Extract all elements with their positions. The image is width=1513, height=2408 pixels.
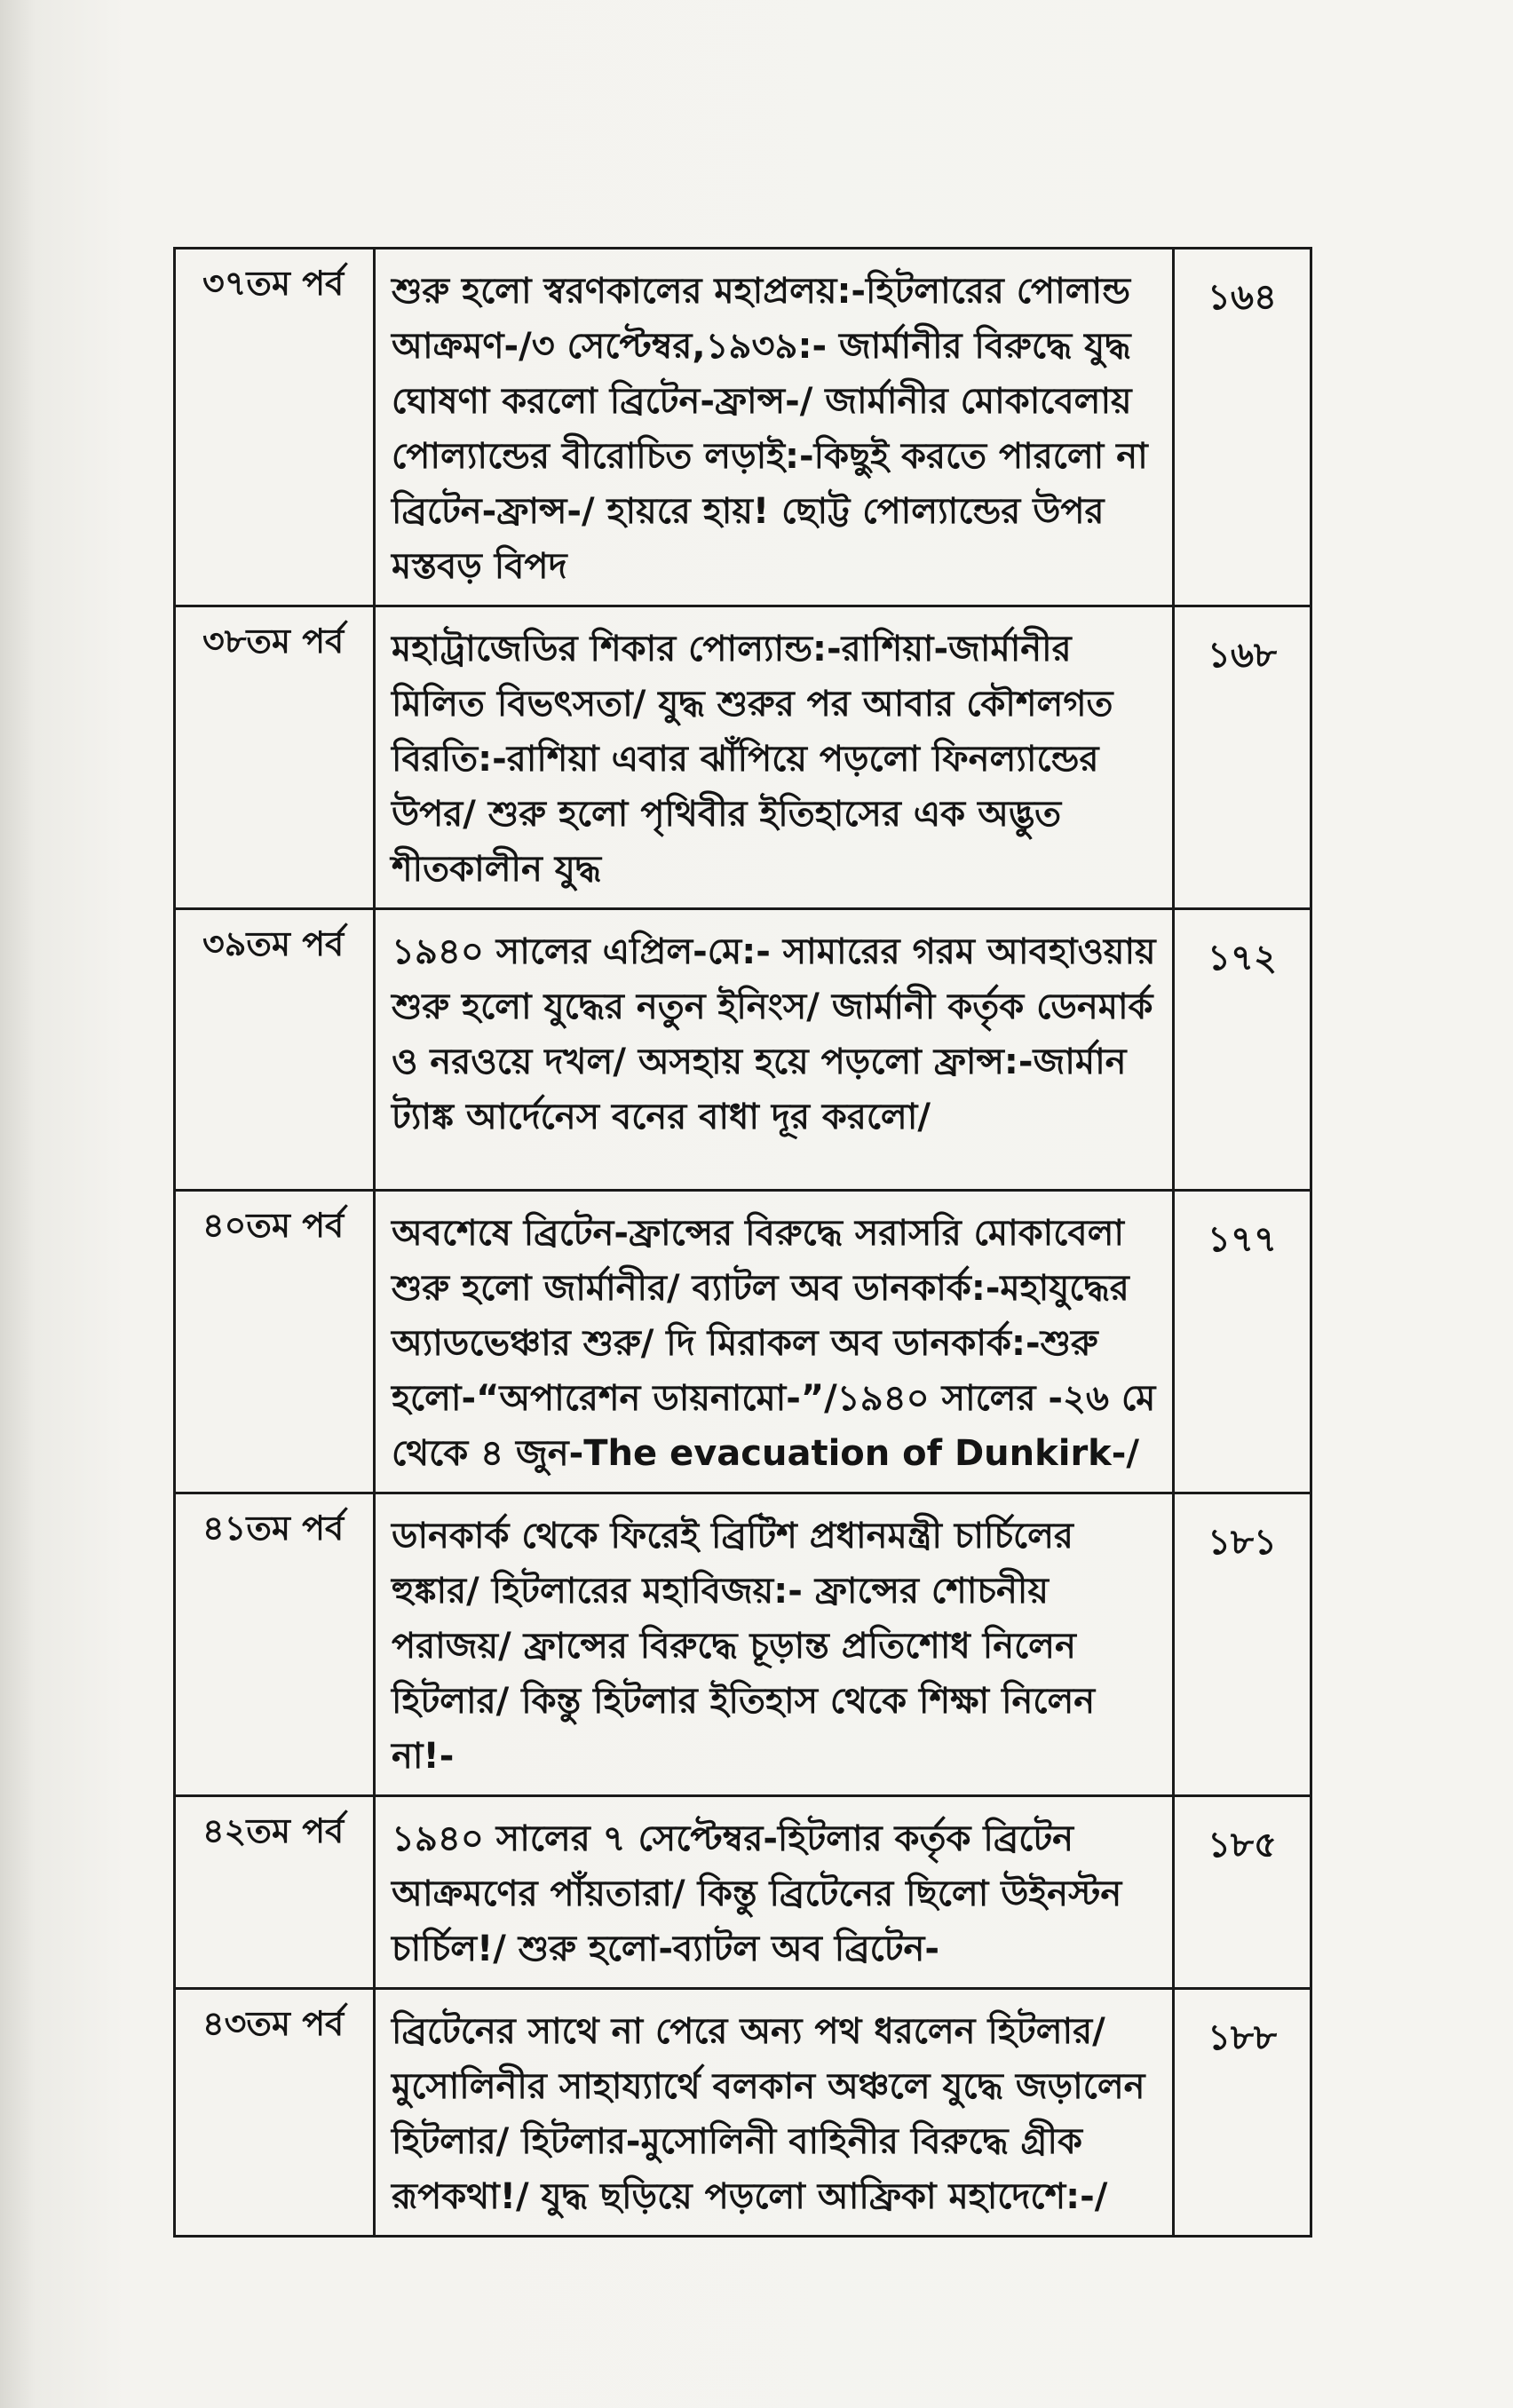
table-row <box>175 249 1311 606</box>
episode-description: শুরু হলো স্বরণকালের মহাপ্রলয়:-হিটলারের পোলান্ড আক্রমণ-/৩ সেপ্টেম্বর,১৯৩৯:- জার্মানীর বিরুদ্ধে যুদ্ধ ঘোষণা করলো ব্রিটেন-ফ্রান্স-/ জার্মানীর মোকাবেলায় পোল্যান্ডের বীরোচিত লড়াই:-কিছুই করতে পারলো না ব্রিটেন-ফ্রান্স-/ হায়রে হায়! ছোট্ট পোল্যান্ডের উপর মস্তবড় বিপদ <box>375 249 1174 606</box>
table-of-contents <box>173 247 1312 2238</box>
episode-label: ৪১তম পর্ব <box>175 1493 375 1796</box>
table-row <box>175 1796 1311 1989</box>
episode-description: ১৯৪০ সালের ৭ সেপ্টেম্বর-হিটলার কর্তৃক ব্রিটেন আক্রমণের পাঁয়তারা/ কিন্তু ব্রিটেনের ছিলো উইনস্টন চার্চিল!/ শুরু হলো-ব্যাটল অব ব্রিটেন- <box>375 1796 1174 1989</box>
page-number: ১৬৪ <box>1174 249 1311 606</box>
episode-description: ব্রিটেনের সাথে না পেরে অন্য পথ ধরলেন হিটলার/ মুসোলিনীর সাহায্যার্থে বলকান অঞ্চলে যুদ্ধে জড়ালেন হিটলার/ হিটলার-মুসোলিনী বাহিনীর বিরুদ্ধে গ্রীক রূপকথা!/ যুদ্ধ ছড়িয়ে পড়লো আফ্রিকা মহাদেশে:-/ <box>375 1989 1174 2237</box>
page-number: ১৮৮ <box>1174 1989 1311 2237</box>
page-number: ১৭২ <box>1174 909 1311 1191</box>
table-row <box>175 909 1311 1191</box>
episode-description: মহাট্রাজেডির শিকার পোল্যান্ড:-রাশিয়া-জার্মানীর মিলিত বিভৎসতা/ যুদ্ধ শুরুর পর আবার কৌশলগত বিরতি:-রাশিয়া এবার ঝাঁপিয়ে পড়লো ফিনল্যান্ডের উপর/ শুরু হলো পৃথিবীর ইতিহাসের এক অদ্ভুত শীতকালীন যুদ্ধ <box>375 606 1174 909</box>
page-number: ১৭৭ <box>1174 1191 1311 1493</box>
page-number: ১৮৫ <box>1174 1796 1311 1989</box>
table-row <box>175 606 1311 909</box>
episode-description: ১৯৪০ সালের এপ্রিল-মে:- সামারের গরম আবহাওয়ায় শুরু হলো যুদ্ধের নতুন ইনিংস/ জার্মানী কর্তৃক ডেনমার্ক ও নরওয়ে দখল/ অসহায় হয়ে পড়লো ফ্রান্স:-জার্মান ট্যাঙ্ক আর্দেনেস বনের বাধা দূর করলো/ <box>375 909 1174 1191</box>
table-row <box>175 1989 1311 2237</box>
episode-label: ৩৮তম পর্ব <box>175 606 375 909</box>
episode-label: ৪০তম পর্ব <box>175 1191 375 1493</box>
episode-description: অবশেষে ব্রিটেন-ফ্রান্সের বিরুদ্ধে সরাসরি মোকাবেলা শুরু হলো জার্মানীর/ ব্যাটল অব ডানকার্ক:-মহাযুদ্ধের অ্যাডভেঞ্চার শুরু/ দি মিরাকল অব ডানকার্ক:-শুরু হলো-“অপারেশন ডায়নামো-”/১৯৪০ সালের -২৬ মে থেকে ৪ জুন-The evacuation of Dunkirk-/ <box>375 1191 1174 1493</box>
table-row <box>175 1191 1311 1493</box>
episode-description: ডানকার্ক থেকে ফিরেই ব্রিটিশ প্রধানমন্ত্রী চার্চিলের হুঙ্কার/ হিটলারের মহাবিজয়:- ফ্রান্সের শোচনীয় পরাজয়/ ফ্রান্সের বিরুদ্ধে চূড়ান্ত প্রতিশোধ নিলেন হিটলার/ কিন্তু হিটলার ইতিহাস থেকে শিক্ষা নিলেন না!- <box>375 1493 1174 1796</box>
page-number: ১৮১ <box>1174 1493 1311 1796</box>
episode-label: ৩৯তম পর্ব <box>175 909 375 1191</box>
episode-label: ৪২তম পর্ব <box>175 1796 375 1989</box>
episode-label: ৩৭তম পর্ব <box>175 249 375 606</box>
table-row <box>175 1493 1311 1796</box>
episode-label: ৪৩তম পর্ব <box>175 1989 375 2237</box>
page-number: ১৬৮ <box>1174 606 1311 909</box>
